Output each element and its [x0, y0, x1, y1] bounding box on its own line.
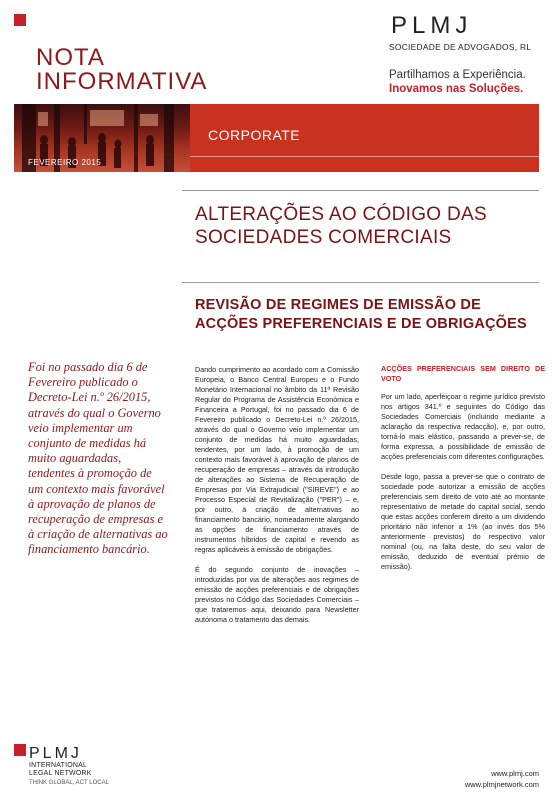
category-divider [190, 156, 539, 157]
lead-paragraph: Foi no passado dia 6 de Fevereiro publicado o Decreto-Lei n.º 26/2015, através do qual o Governo veio implementar um conjunto de medidas há muito aguardadas, tendentes à promoção de um contexto mais favorável à aprovação de planos de recuperação de empresas e à criação de alternativas ao financiamento bancário. [28, 360, 168, 557]
banner-date: FEVEREIRO 2015 [28, 158, 102, 167]
footer-slogan: THINK GLOBAL, ACT LOCAL [29, 780, 109, 786]
body-paragraph: É do segundo conjunto de inovações – introduzidas por via de alterações aos regimes de emissão de acções preferenciais e de obrigações previstos no Código das Sociedades Comerciais – que trataremos aqui, deixando para Newsletter autónoma o tratamento das demais. [195, 565, 359, 624]
document-type-title [36, 46, 207, 94]
body-paragraph: Desde logo, passa a prever-se que o contrato de sociedade pode autorizar a emissão de acções preferenciais sem direito de voto até ao montante representativo de metade do capital social, sendo que estas acções conferem direito a um dividendo prioritário não inferior a 1% (ao invés dos 5% anteriormente previstos) do respectivo valor nominal (ou, na falta deste, do seu valor de emissão, deduzido de eventual prémio de emissão). [381, 472, 545, 571]
document-type-line2: INFORMATIVA [36, 68, 208, 95]
footer-corner-mark [14, 744, 26, 756]
brand-subtitle: SOCIEDADE DE ADVOGADOS, RL [389, 42, 532, 52]
footer-network-line1: INTERNATIONAL [29, 762, 88, 769]
footer-link-network[interactable]: www.plmjnetwork.com [464, 780, 539, 789]
body-paragraph: Por um lado, aperfeiçoar o regime jurídico previsto nos artigos 341.º e seguintes do Código das Sociedades Comerciais (incluindo mediante a aclaração da respectiva redacção), e, por outro, torná-lo mais elástico, passando a prever-se, de forma expressa, a possibilidade de emissão de acções preferenciais com diferentes configurações. [381, 392, 545, 461]
title-rule-top [182, 190, 539, 191]
article-title-line2: SOCIEDADES COMERCIAIS [195, 227, 452, 248]
article-subtitle-line1: REVISÃO DE REGIMES DE EMISSÃO DE [195, 297, 481, 313]
tagline-line2: Inovamos nas Soluções. [389, 83, 524, 95]
footer-link-plmj[interactable]: www.plmj.com [491, 769, 539, 778]
article-title-line1: ALTERAÇÕES AO CÓDIGO DAS [195, 204, 487, 225]
brand-block [389, 12, 539, 52]
tagline [389, 68, 539, 96]
banner-photo [14, 104, 190, 172]
footer-network-line2: LEGAL NETWORK [29, 770, 92, 777]
corner-mark [14, 14, 26, 26]
brand-logo: PLMJ [391, 12, 473, 39]
document-type-line1: NOTA [36, 44, 105, 71]
footer-network-logo [29, 746, 109, 787]
title-rule-bottom [182, 282, 539, 283]
section-heading: ACÇÕES PREFERENCIAIS SEM DIREITO DE VOTO [381, 364, 545, 383]
category-strip [190, 104, 539, 172]
article-subtitle-line2: ACÇÕES PREFERENCIAIS E DE OBRIGAÇÕES [195, 316, 527, 332]
body-paragraph: Dando cumprimento ao acordado com a Comissão Europeia, o Banco Central Europeu e o Fundo Monetário Internacional no âmbito da 11ª Revisão Regular do Programa de Assistência Económica e Financeira a Portugal, foi no passado dia 6 de Fevereiro publicado o Decreto-Lei n.º 26/2015, através do qual o Governo veio implementar um conjunto de medidas há muito aguardadas, tendentes, por um lado, à promoção de um contexto mais favorável à aprovação de planos de recuperação de empresas – através da introdução de alterações ao Sistema de Recuperação de Empresas por Via Extrajudicial ("SIREVE") e ao Processo Especial de Revitalização ("PER") – e, por outro, à criação de alternativas ao financiamento bancário, nomeadamente alargando as opções de financiamento através de instrumentos híbridos de capital e revendo as regras aplicáveis à emissão de obrigações. [195, 365, 359, 554]
article-title [195, 203, 487, 249]
body-column-2 [381, 364, 545, 582]
header-banner [14, 104, 539, 172]
category-label: CORPORATE [208, 127, 301, 143]
body-column-1 [195, 365, 359, 635]
tagline-line1: Partilhamos a Experiência. [389, 69, 526, 81]
footer-links [465, 768, 539, 790]
footer-brand: PLMJ [29, 745, 82, 762]
article-subtitle [195, 296, 527, 334]
